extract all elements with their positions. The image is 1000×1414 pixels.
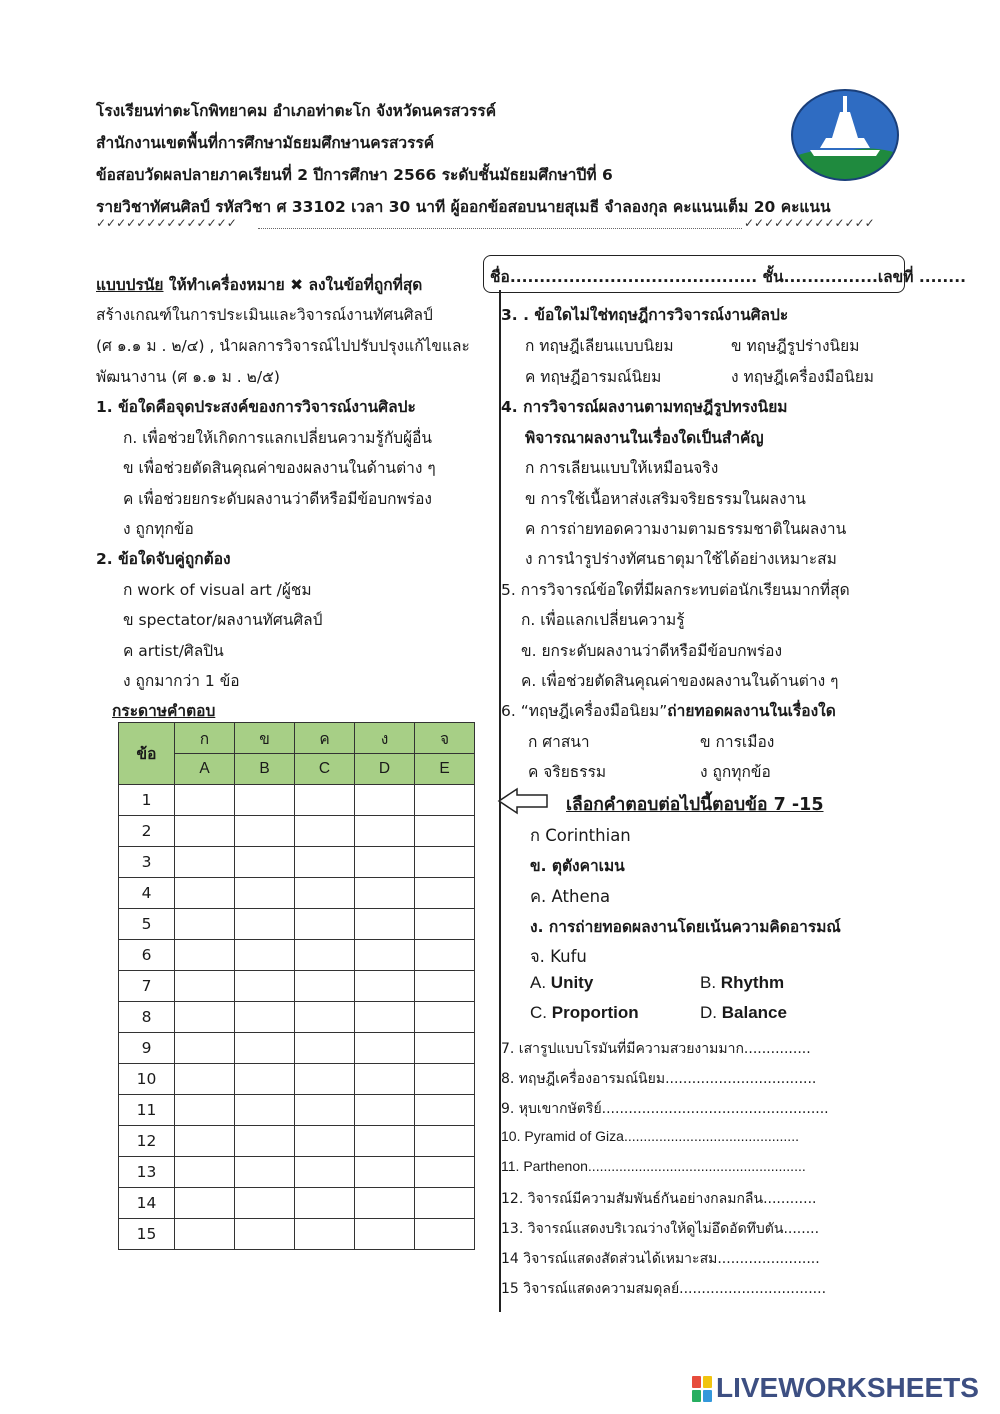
item-13[interactable]: 13. วิจารณ์แสดงบริเวณว่างให้ดูไม่อึดอัดทึบตัน........: [501, 1221, 820, 1237]
answer-cell[interactable]: [355, 971, 415, 1002]
answer-cell[interactable]: [235, 847, 295, 878]
row-number: 10: [119, 1064, 175, 1095]
answer-cell[interactable]: [415, 971, 475, 1002]
choices-title: เลือกคำตอบต่อไปนี้ตอบข้อ 7 -15: [566, 795, 824, 815]
answer-cell[interactable]: [175, 1064, 235, 1095]
table-row: [119, 1033, 475, 1064]
col-header-eng: C: [295, 754, 355, 785]
choice-k: ก Corinthian: [530, 826, 631, 845]
row-number: 7: [119, 971, 175, 1002]
q3-option-d[interactable]: ง ทฤษฎีเครื่องมือนิยม: [731, 368, 875, 386]
item-14[interactable]: 14 วิจารณ์แสดงสัดส่วนได้เหมาะสม.......................: [501, 1251, 820, 1267]
q6-option-c[interactable]: ค จริยธรรม: [528, 763, 607, 781]
instructions-label: แบบปรนัย: [96, 276, 164, 294]
choice-A: [530, 973, 593, 993]
row-number: 3: [119, 847, 175, 878]
answer-sheet-title: กระดาษคำตอบ: [112, 702, 216, 720]
q6-question-text: ถ่ายทอดผลงานในเรื่องใด: [667, 702, 836, 720]
answer-cell[interactable]: [355, 1219, 415, 1250]
table-row: [119, 785, 475, 816]
table-row: [119, 1064, 475, 1095]
answer-cell[interactable]: [415, 1002, 475, 1033]
choice-A-label: A.: [530, 973, 547, 992]
liveworksheets-logo-icon: [692, 1376, 712, 1402]
answer-cell[interactable]: [175, 971, 235, 1002]
col-header-eng: A: [175, 754, 235, 785]
answer-cell[interactable]: [295, 1033, 355, 1064]
instructions: [96, 272, 422, 297]
item-12[interactable]: 12. วิจารณ์มีความสัมพันธ์กันอย่างกลมกลืน............: [501, 1191, 817, 1207]
answer-cell[interactable]: [295, 816, 355, 847]
answer-cell[interactable]: [175, 909, 235, 940]
col-header-thai: จ: [415, 723, 475, 754]
q4-question-cont: พิจารณาผลงานในเรื่องใดเป็นสำคัญ: [525, 429, 764, 447]
answer-cell[interactable]: [415, 878, 475, 909]
row-header: ข้อ: [119, 723, 175, 785]
q1-option-a[interactable]: ก. เพื่อช่วยให้เกิดการแลกเปลี่ยนความรู้กับผู้อื่น: [123, 429, 433, 447]
name-field[interactable]: ชื่อ.......................................... ชั้น................เลขที่ ........: [490, 268, 966, 286]
q6-option-d[interactable]: ง ถูกทุกข้อ: [700, 763, 771, 781]
table-row: [119, 971, 475, 1002]
q2-option-d[interactable]: ง ถูกมากว่า 1 ข้อ: [123, 672, 240, 690]
answer-cell[interactable]: [235, 1219, 295, 1250]
q1-option-b[interactable]: ข เพื่อช่วยตัดสินคุณค่าของผลงานในด้านต่าง ๆ: [123, 459, 436, 477]
answer-cell[interactable]: [175, 878, 235, 909]
answer-cell[interactable]: [355, 1126, 415, 1157]
row-number: 1: [119, 785, 175, 816]
choice-kho: ค. Athena: [530, 887, 611, 906]
header-school: โรงเรียนท่าตะโกพิทยาคม อำเภอท่าตะโก จังหวัดนครสวรรค์: [96, 102, 497, 120]
choice-C-label: C.: [530, 1003, 547, 1022]
choice-B: [700, 973, 784, 993]
answer-cell[interactable]: [355, 878, 415, 909]
q4-option-a[interactable]: ก การเลียนแบบให้เหมือนจริง: [525, 459, 719, 477]
answer-cell[interactable]: [295, 1188, 355, 1219]
row-number: 6: [119, 940, 175, 971]
col-header-thai: ง: [355, 723, 415, 754]
q5-option-b[interactable]: ข. ยกระดับผลงานว่าดีหรือมีข้อบกพร่อง: [521, 642, 783, 660]
q1-option-c[interactable]: ค เพื่อช่วยยกระดับผลงานว่าดีหรือมีข้อบกพร่อง: [123, 490, 432, 508]
q1-question: 1. ข้อใดคือจุดประสงค์ของการวิจารณ์งานศิลปะ: [96, 398, 416, 416]
q1-option-d[interactable]: ง ถูกทุกข้อ: [123, 520, 194, 538]
choice-D-label: D.: [700, 1003, 717, 1022]
answer-cell[interactable]: [175, 1033, 235, 1064]
answer-cell[interactable]: [175, 1157, 235, 1188]
answer-cell[interactable]: [175, 1219, 235, 1250]
table-row: [119, 1002, 475, 1033]
answer-cell[interactable]: [295, 1002, 355, 1033]
answer-cell[interactable]: [415, 1033, 475, 1064]
table-row: [119, 909, 475, 940]
answer-cell[interactable]: [235, 1188, 295, 1219]
col-header-eng: E: [415, 754, 475, 785]
answer-cell[interactable]: [295, 940, 355, 971]
item-15[interactable]: 15 วิจารณ์แสดงความสมดุลย์.................................: [501, 1281, 827, 1297]
q6-option-b[interactable]: ข การเมือง: [700, 733, 775, 751]
row-number: 12: [119, 1126, 175, 1157]
answer-cell[interactable]: [175, 940, 235, 971]
answer-sheet-table: [118, 722, 475, 1250]
answer-cell[interactable]: [235, 971, 295, 1002]
row-number: 11: [119, 1095, 175, 1126]
answer-cell[interactable]: [295, 1126, 355, 1157]
answer-cell[interactable]: [235, 1002, 295, 1033]
col-header-eng: B: [235, 754, 295, 785]
q3-question: 3. . ข้อใดไม่ใช่ทฤษฎีการวิจารณ์งานศิลปะ: [501, 306, 789, 324]
answer-cell[interactable]: [355, 940, 415, 971]
answer-cell[interactable]: [355, 816, 415, 847]
row-number: 13: [119, 1157, 175, 1188]
left-arrow-icon: [497, 787, 549, 815]
q2-option-c[interactable]: ค artist/ศิลปิน: [123, 642, 224, 660]
choice-A-text: Unity: [550, 973, 594, 992]
answer-cell[interactable]: [235, 1157, 295, 1188]
answer-cell[interactable]: [415, 816, 475, 847]
q5-option-a[interactable]: ก. เพื่อแลกเปลี่ยนความรู้: [521, 611, 685, 629]
answer-cell[interactable]: [235, 940, 295, 971]
item-8[interactable]: 8. ทฤษฎีเครื่องอารมณ์นิยม..................................: [501, 1071, 817, 1087]
table-row: [119, 1095, 475, 1126]
q2-option-b[interactable]: ข spectator/ผลงานทัศนศิลป์: [123, 611, 323, 629]
row-number: 15: [119, 1219, 175, 1250]
answer-cell[interactable]: [175, 847, 235, 878]
header-checks-left: ✓✓✓✓✓✓✓✓✓✓✓✓✓✓: [96, 216, 237, 230]
instructions-line2: สร้างเกณฑ์ในการประเมินและวิจารณ์งานทัศนศิลป์: [96, 306, 433, 324]
answer-cell[interactable]: [235, 816, 295, 847]
row-number: 9: [119, 1033, 175, 1064]
answer-cell[interactable]: [235, 1095, 295, 1126]
answer-cell[interactable]: [235, 1064, 295, 1095]
answer-cell[interactable]: [295, 971, 355, 1002]
answer-cell[interactable]: [295, 847, 355, 878]
col-header-eng: D: [355, 754, 415, 785]
table-row: [119, 1219, 475, 1250]
answer-cell[interactable]: [415, 909, 475, 940]
answer-cell[interactable]: [295, 909, 355, 940]
q4-question: 4. การวิจารณ์ผลงานตามทฤษฎีรูปทรงนิยม: [501, 398, 788, 416]
instructions-text: ให้ทำเครื่องหมาย ✖ ลงในข้อที่ถูกที่สุด: [163, 276, 423, 294]
header-subject: รายวิชาทัศนศิลป์ รหัสวิชา ศ 33102 เวลา 30 นาที ผู้ออกข้อสอบนายสุเมธี จำลองกุล คะแนนเต็ม 20 คะแนน: [96, 198, 831, 216]
school-logo: [790, 88, 900, 182]
q5-option-c[interactable]: ค. เพื่อช่วยตัดสินคุณค่าของผลงานในด้านต่าง ๆ: [521, 672, 839, 690]
col-header-thai: ก: [175, 723, 235, 754]
answer-cell[interactable]: [235, 785, 295, 816]
item-11[interactable]: 11. Parthenon........................................................: [501, 1158, 806, 1174]
answer-cell[interactable]: [295, 1157, 355, 1188]
answer-cell[interactable]: [295, 878, 355, 909]
table-row: [119, 1188, 475, 1219]
answer-cell[interactable]: [415, 1219, 475, 1250]
answer-cell[interactable]: [415, 1064, 475, 1095]
col-header-thai: ข: [235, 723, 295, 754]
answer-cell[interactable]: [355, 1095, 415, 1126]
row-number: 8: [119, 1002, 175, 1033]
choice-D-text: Balance: [721, 1003, 787, 1022]
answer-cell[interactable]: [355, 847, 415, 878]
answer-cell[interactable]: [175, 1095, 235, 1126]
answer-cell[interactable]: [295, 1219, 355, 1250]
answer-cell[interactable]: [175, 1188, 235, 1219]
header-dotted-rule: [258, 228, 742, 229]
answer-cell[interactable]: [235, 878, 295, 909]
col-header-thai: ค: [295, 723, 355, 754]
table-row: [119, 816, 475, 847]
q4-option-b[interactable]: ข การใช้เนื้อหาส่งเสริมจริยธรรมในผลงาน: [525, 490, 806, 508]
answer-cell[interactable]: [295, 1064, 355, 1095]
answer-cell[interactable]: [415, 847, 475, 878]
answer-cell[interactable]: [355, 1064, 415, 1095]
choice-ng: ง. การถ่ายทอดผลงานโดยเน้นความคิดอารมณ์: [530, 918, 841, 936]
q6-prefix: 6. “ทฤษฎีเครื่องมือนิยม”: [501, 702, 668, 720]
q2-option-a[interactable]: ก work of visual art /ผู้ชม: [123, 581, 312, 599]
choice-ch: จ. Kufu: [530, 947, 587, 966]
liveworksheets-brand: LIVEWORKSHEETS: [716, 1372, 979, 1403]
answer-cell[interactable]: [415, 1157, 475, 1188]
answer-cell[interactable]: [235, 909, 295, 940]
q4-option-c[interactable]: ค การถ่ายทอดความงามตามธรรมชาติในผลงาน: [525, 520, 847, 538]
header-office: สำนักงานเขตพื้นที่การศึกษามัธยมศึกษานครสวรรค์: [96, 134, 435, 152]
choice-B-label: B.: [700, 973, 717, 992]
row-number: 2: [119, 816, 175, 847]
q6-question: [501, 698, 836, 723]
choice-kh: ข. ตุตังคาเมน: [530, 857, 625, 875]
answer-cell[interactable]: [175, 816, 235, 847]
answer-cell[interactable]: [415, 940, 475, 971]
answer-cell[interactable]: [355, 785, 415, 816]
answer-cell[interactable]: [355, 1188, 415, 1219]
q5-question: 5. การวิจารณ์ข้อใดที่มีผลกระทบต่อนักเรียนมากที่สุด: [501, 581, 850, 599]
item-10[interactable]: 10. Pyramid of Giza.............................................: [501, 1128, 799, 1144]
table-row: [119, 847, 475, 878]
choice-C: [530, 1003, 639, 1023]
answer-cell[interactable]: [415, 1095, 475, 1126]
q2-question: 2. ข้อใดจับคู่ถูกต้อง: [96, 550, 231, 568]
row-number: 14: [119, 1188, 175, 1219]
answer-cell[interactable]: [355, 1002, 415, 1033]
answer-cell[interactable]: [355, 1157, 415, 1188]
choice-D: [700, 1003, 787, 1023]
answer-cell[interactable]: [415, 1126, 475, 1157]
answer-cell[interactable]: [175, 1002, 235, 1033]
answer-cell[interactable]: [235, 1126, 295, 1157]
q3-option-b[interactable]: ข ทฤษฎีรูปร่างนิยม: [731, 337, 860, 355]
row-number: 4: [119, 878, 175, 909]
q4-option-d[interactable]: ง การนำรูปร่างทัศนธาตุมาใช้ได้อย่างเหมาะสม: [525, 550, 837, 568]
table-row: [119, 1126, 475, 1157]
answer-cell[interactable]: [175, 1126, 235, 1157]
choice-C-text: Proportion: [551, 1003, 639, 1022]
choice-B-text: Rhythm: [720, 973, 785, 992]
instructions-line3: (ศ ๑.๑ ม . ๒/๔) , นำผลการวิจารณ์ไปปรับปรุงแก้ไขและ: [96, 337, 470, 355]
answer-cell[interactable]: [355, 1033, 415, 1064]
answer-cell[interactable]: [355, 909, 415, 940]
table-row: [119, 1157, 475, 1188]
q6-option-a[interactable]: ก ศาสนา: [528, 733, 590, 751]
answer-cell[interactable]: [295, 785, 355, 816]
q3-option-c[interactable]: ค ทฤษฎีอารมณ์นิยม: [525, 368, 662, 386]
table-row: [119, 940, 475, 971]
header-exam: ข้อสอบวัดผลปลายภาคเรียนที่ 2 ปีการศึกษา 2566 ระดับชั้นมัธยมศึกษาปีที่ 6: [96, 166, 613, 184]
header-checks-right: ✓✓✓✓✓✓✓✓✓✓✓✓✓: [744, 216, 875, 230]
answer-cell[interactable]: [175, 785, 235, 816]
answer-cell[interactable]: [415, 1188, 475, 1219]
answer-cell[interactable]: [295, 1095, 355, 1126]
instructions-line4: พัฒนางาน (ศ ๑.๑ ม . ๒/๕): [96, 368, 280, 386]
item-9[interactable]: 9. หุบเขากษัตริย์...................................................: [501, 1101, 829, 1117]
q3-option-a[interactable]: ก ทฤษฎีเลียนแบบนิยม: [525, 337, 674, 355]
answer-cell[interactable]: [235, 1033, 295, 1064]
item-7[interactable]: 7. เสารูปแบบโรมันที่มีความสวยงามมาก...............: [501, 1041, 811, 1057]
row-number: 5: [119, 909, 175, 940]
answer-cell[interactable]: [415, 785, 475, 816]
table-row: [119, 878, 475, 909]
